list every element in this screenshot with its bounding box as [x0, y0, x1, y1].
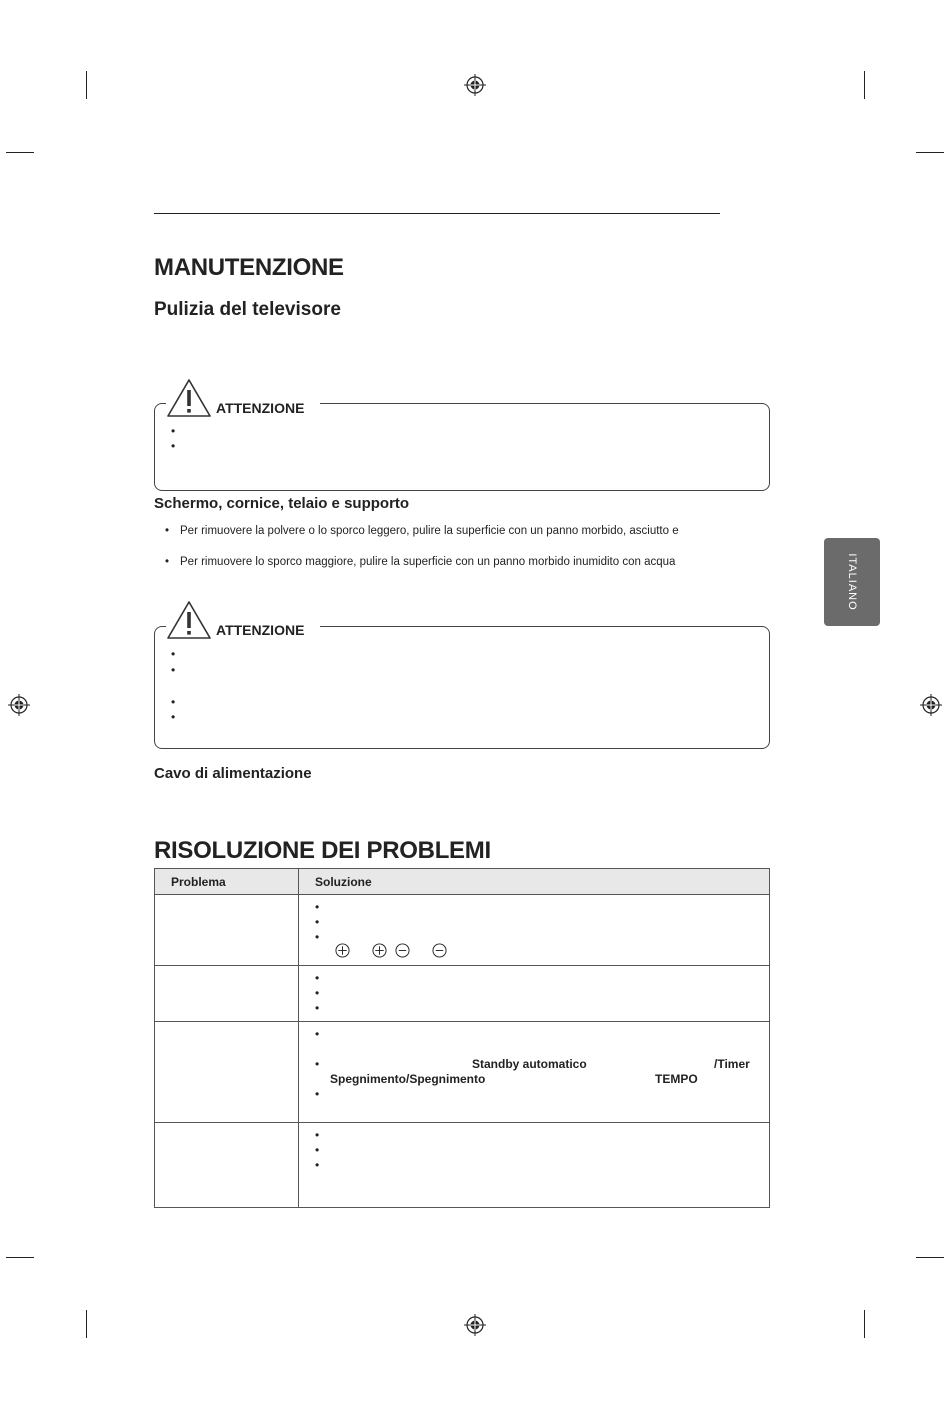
- bullet-marker: •: [315, 1143, 320, 1157]
- section-heading-screen: Schermo, cornice, telaio e supporto: [154, 495, 410, 512]
- caution-triangle-icon: [166, 378, 212, 418]
- column-header-problem: Problema: [155, 869, 299, 895]
- registration-mark-icon: [463, 73, 487, 97]
- list-item: • Per rimuovere la polvere o lo sporco leggero, pulire la superficie con un panno morbido, asciutto e: [180, 525, 679, 537]
- bullet-marker: •: [171, 439, 176, 453]
- crop-mark: [864, 71, 865, 99]
- header-rule: [154, 213, 720, 214]
- crop-mark: [916, 152, 944, 153]
- caution-triangle-icon: [166, 600, 212, 640]
- crop-mark: [86, 1310, 87, 1338]
- bullet-marker: •: [171, 424, 176, 438]
- registration-mark-icon: [7, 693, 31, 717]
- caution-label: ATTENZIONE: [216, 400, 305, 416]
- table-row: [155, 1022, 770, 1123]
- caution-header: [166, 600, 320, 640]
- bullet-marker: •: [315, 1158, 320, 1172]
- bullet-marker: •: [315, 1128, 320, 1142]
- subsection-title: Pulizia del televisore: [154, 299, 341, 320]
- setting-spegnimento: Spegnimento/Spegnimento: [330, 1072, 486, 1086]
- column-header-solution: Soluzione: [299, 869, 770, 895]
- section-heading-power-cable: Cavo di alimentazione: [154, 765, 312, 782]
- crop-mark: [6, 1257, 34, 1258]
- bullet-marker: •: [315, 971, 320, 985]
- table-header-row: [155, 869, 770, 895]
- setting-timer: /Timer: [714, 1057, 750, 1071]
- bullet-marker: •: [315, 986, 320, 1000]
- solution-cell: [299, 1022, 770, 1123]
- caution-header: [166, 380, 320, 418]
- crop-mark: [916, 1257, 944, 1258]
- bullet-marker: •: [171, 695, 176, 709]
- registration-mark-icon: [463, 1313, 487, 1337]
- bullet-marker: •: [171, 647, 176, 661]
- crop-mark: [86, 71, 87, 99]
- bullet-marker: •: [315, 1057, 320, 1071]
- bullet-marker: •: [315, 1001, 320, 1015]
- registration-mark-icon: [919, 693, 943, 717]
- bullet-marker: •: [315, 915, 320, 929]
- caution-box: [154, 626, 770, 749]
- solution-cell: [299, 966, 770, 1022]
- list-item: • Per rimuovere lo sporco maggiore, pulire la superficie con un panno morbido inumidito con acqua: [180, 556, 675, 568]
- problem-cell: [155, 1123, 299, 1208]
- troubleshooting-table: [154, 868, 770, 1208]
- problem-cell: [155, 966, 299, 1022]
- minus-circle-icon: [432, 943, 447, 958]
- table-row: [155, 1123, 770, 1208]
- crop-mark: [6, 152, 34, 153]
- language-tab-label: ITALIANO: [846, 553, 858, 611]
- page-title: MANUTENZIONE: [154, 254, 344, 281]
- crop-mark: [864, 1310, 865, 1338]
- table-row: [155, 895, 770, 966]
- language-tab: [824, 538, 880, 626]
- plus-circle-icon: [372, 943, 387, 958]
- problem-cell: [155, 895, 299, 966]
- bullet-marker: •: [315, 1087, 320, 1101]
- solution-cell: [299, 1123, 770, 1208]
- troubleshooting-title: RISOLUZIONE DEI PROBLEMI: [154, 837, 491, 864]
- bullet-marker: •: [315, 900, 320, 914]
- bullet-marker: •: [171, 710, 176, 724]
- solution-cell: [299, 895, 770, 966]
- minus-circle-icon: [395, 943, 410, 958]
- table-row: [155, 966, 770, 1022]
- problem-cell: [155, 1022, 299, 1123]
- bullet-marker: •: [171, 663, 176, 677]
- bullet-marker: •: [315, 930, 320, 944]
- setting-standby-automatico: Standby automatico: [472, 1057, 587, 1071]
- bullet-marker: •: [315, 1027, 320, 1041]
- plus-circle-icon: [335, 943, 350, 958]
- setting-tempo: TEMPO: [655, 1072, 698, 1086]
- caution-label: ATTENZIONE: [216, 622, 305, 638]
